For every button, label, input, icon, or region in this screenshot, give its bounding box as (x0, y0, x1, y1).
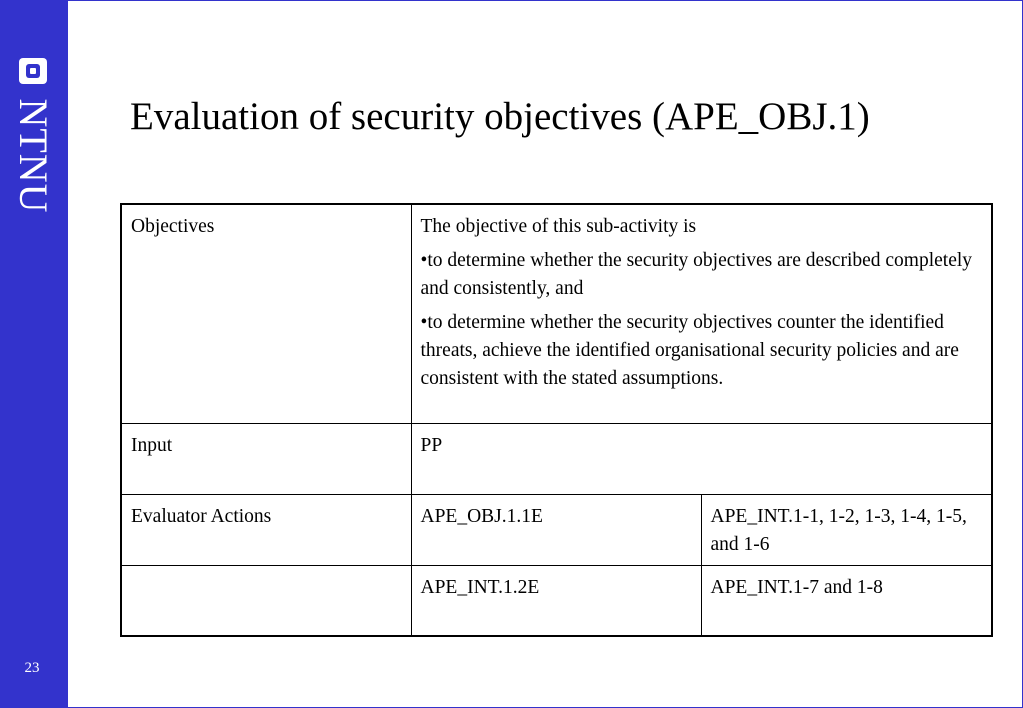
evaluator-action-cell: APE_OBJ.1.1E (411, 494, 701, 565)
table-row-evaluator-actions (121, 494, 992, 565)
sidebar (0, 0, 68, 708)
objectives-content (411, 204, 992, 423)
slide-title: Evaluation of security objectives (APE_OBJ.1) (130, 95, 870, 138)
ntnu-logo-text: NTNU (11, 98, 56, 214)
row-label-input: Input (121, 423, 411, 494)
objectives-intro: The objective of this sub-activity is (420, 216, 697, 237)
table-row-input (121, 423, 992, 494)
work-units-cell: APE_INT.1-7 and 1-8 (701, 565, 992, 636)
row-label-empty (121, 565, 411, 636)
objectives-bullet-1: •to determine whether the security objectives are described completely and consistently, and (420, 250, 973, 299)
work-units-cell: APE_INT.1-1, 1-2, 1-3, 1-4, 1-5, and 1-6 (701, 494, 992, 565)
objectives-bullet-2: •to determine whether the security objectives counter the identified threats, achieve the identified organisational security policies and are consistent with the stated assumptions. (420, 312, 959, 389)
row-label-objectives: Objectives (121, 204, 411, 423)
input-content: PP (411, 423, 992, 494)
page-number: 23 (24, 660, 40, 676)
table-row-evaluator-actions-2 (121, 565, 992, 636)
ntnu-logo-icon (19, 58, 47, 84)
table-row-objectives (121, 204, 992, 423)
row-label-evaluator-actions: Evaluator Actions (121, 494, 411, 565)
evaluator-action-cell: APE_INT.1.2E (411, 565, 701, 636)
evaluation-table (120, 203, 993, 637)
